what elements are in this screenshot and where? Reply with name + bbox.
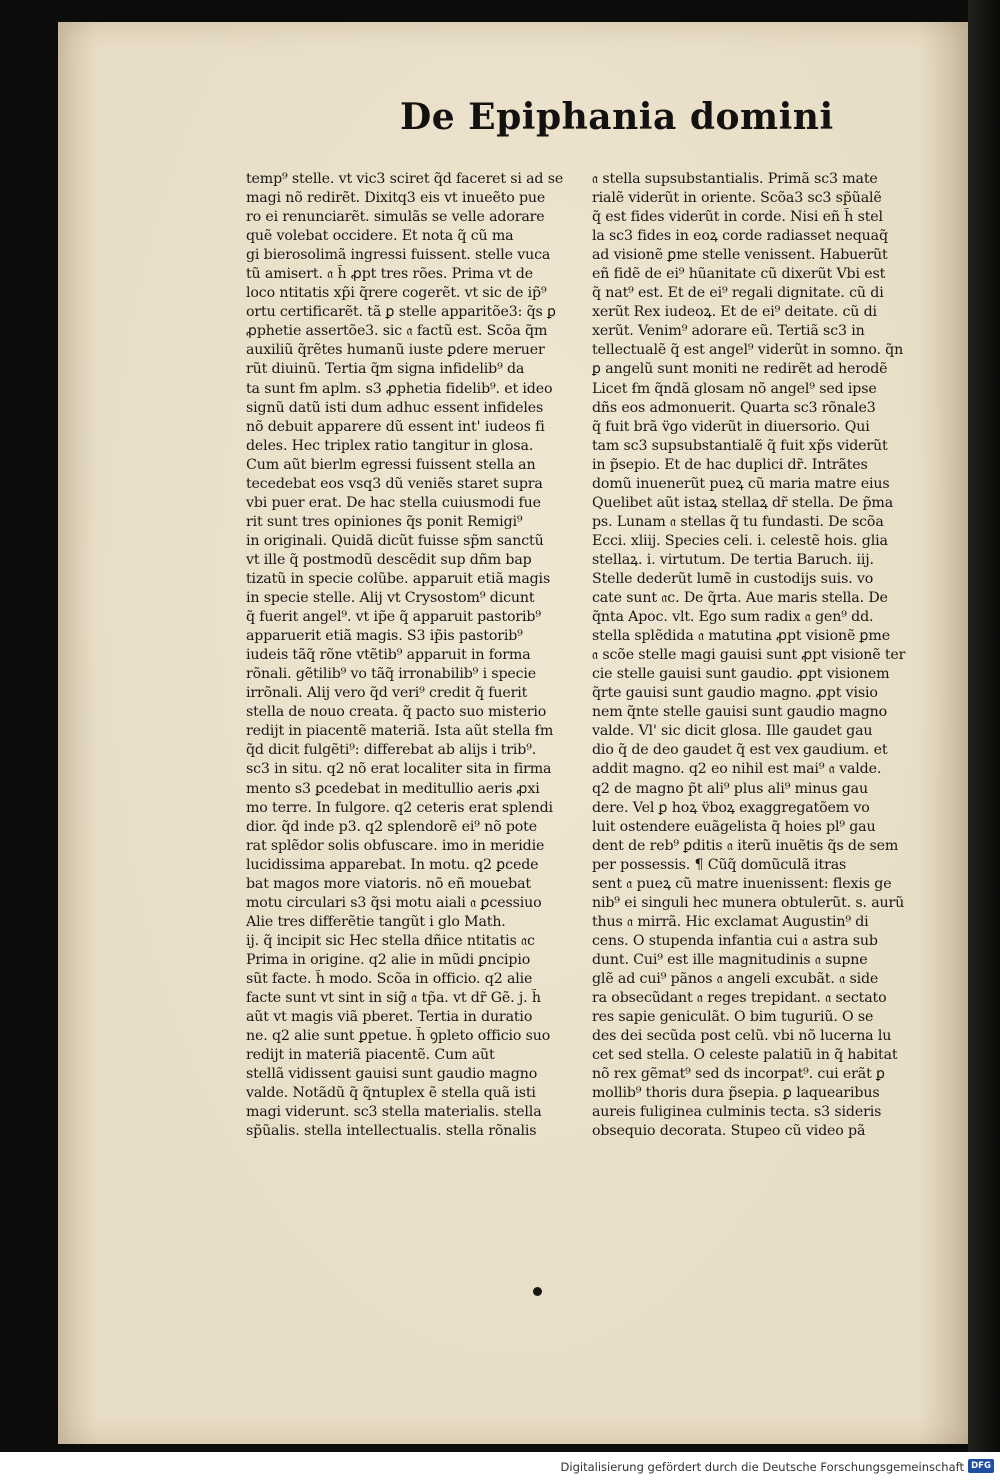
text-line: redijt in materiã piacentẽ. Cum aũt: [246, 1047, 495, 1064]
text-line: per possessis. ¶ Cũq̃ domũculã itras: [592, 856, 847, 873]
text-line: magi viderunt. sc3 stella materialis. stella: [246, 1104, 542, 1121]
text-line: q̃nta Apoc. vlt. Ego sum radix 𝔞 gen⁹ dd.: [592, 609, 874, 626]
text-line: des dei secũda post celũ. vbi nõ lucerna lu: [592, 1028, 892, 1045]
text-line: rit sunt tres opiniones q̃s ponit Remigi⁹: [246, 513, 523, 530]
text-line: loco ntitatis xp̃i q̃rere cogerẽt. vt sic de ip̃⁹: [246, 285, 547, 302]
text-line: mollib⁹ thoris dura p̃sepia. ꝑ laquearibus: [592, 1085, 880, 1102]
text-line: stella splẽdida 𝔞 matutina ꝓpt visionẽ ꝑme: [592, 628, 890, 645]
printer-dot: [533, 1287, 542, 1296]
text-line: facte sunt vt sint in sig̃ 𝔞 tp̃a. vt dr̃ Gẽ. j. h̃: [246, 990, 541, 1007]
text-line: res sapie geniculãt. O bim tuguriũ. O se: [592, 1009, 874, 1026]
text-line: in originali. Quidã dicũt fuisse sp̃m sanctũ: [246, 532, 544, 549]
text-line: lucidissima apparebat. In motu. q2 ꝑcede: [246, 856, 539, 873]
text-line: deles. Hec triplex ratio tangitur in glosa.: [246, 437, 534, 454]
text-line: bat magos more viatoris. nõ eñ mouebat: [246, 875, 531, 892]
text-column-left: [246, 170, 576, 1141]
text-line: tizatũ in specie colũbe. apparuit etiã magis: [246, 570, 551, 587]
text-line: motu circulari s3 q̃si motu aiali 𝔞 ꝑcessiuo: [246, 894, 542, 911]
text-line: ro ei renunciarẽt. simulãs se velle adorare: [246, 209, 545, 226]
text-line: dere. Vel ꝑ hoꝝ v̈boꝝ exaggregatõem vo: [592, 799, 870, 816]
text-line: Ecci. xliij. Species celi. i. celestẽ hois. glia: [592, 532, 888, 549]
text-line: Licet ẜm q̃ndã glosam nõ angel⁹ sed ipse: [592, 380, 877, 397]
text-line: tecedebat eos vsq3 dũ veniẽs staret supra: [246, 475, 543, 492]
text-line: auxiliũ q̃rẽtes humanũ iuste ꝑdere meruer: [246, 342, 545, 359]
text-line: q̃d dicit fulgẽti⁹: differebat ab alijs i trib⁹.: [246, 742, 537, 759]
text-line: irrõnali. Alij vero q̃d veri⁹ credit q̃ fuerit: [246, 685, 528, 702]
text-line: temp⁹ stelle. vt vic3 sciret q̃d faceret si ad se: [246, 171, 564, 187]
text-line: nõ rex gẽmat⁹ sed ds incorpat⁹. cui erãt ꝑ: [592, 1066, 885, 1083]
text-line: sent 𝔞 pueꝝ cũ matre inuenissent: flexis ge: [592, 875, 892, 892]
text-line: la sc3 fides in eoꝝ corde radiasset nequaq̃: [592, 228, 888, 245]
text-line: 𝔞 stella supsubstantialis. Primã sc3 mate: [592, 171, 878, 187]
text-line: ortu certificarẽt. tã ꝑ stelle apparitõe3: q̃s ꝑ: [246, 304, 556, 321]
text-line: Cum aũt bierlm egressi fuissent stella an: [246, 456, 536, 473]
text-line: q2 de magno p̃t ali⁹ plus ali⁹ minus gau: [592, 780, 868, 797]
text-line: ꝓphetie assertõe3. sic 𝔞 factũ est. Scõa q̃m: [246, 323, 548, 340]
text-line: xerũt. Venim⁹ adorare eũ. Tertiã sc3 in: [592, 323, 865, 340]
text-line: Alie tres differẽtie tangũt i glo Math.: [246, 913, 506, 930]
text-line: cate sunt 𝔞c. De q̃rta. Aue maris stella. De: [592, 590, 888, 607]
text-line: q̃rte gauisi sunt gaudio magno. ꝓpt visio: [592, 685, 878, 702]
text-line: redijt in piacentẽ materiã. Ista aũt stella ẜm: [246, 723, 554, 740]
text-line: sp̃ũalis. stella intellectualis. stella rõnalis: [246, 1123, 537, 1140]
text-line: aũt vt magis viã pberet. Tertia in duratio: [246, 1009, 533, 1026]
text-line: stellã vidissent gauisi sunt gaudio magno: [246, 1066, 538, 1083]
text-line: in specie stelle. Alij vt Crysostom⁹ dicunt: [246, 590, 535, 607]
text-line: valde. Vl' sic dicit glosa. Ille gaudet gau: [592, 723, 873, 740]
text-line: obsequio decorata. Stupeo cũ video pã: [592, 1123, 866, 1140]
text-line: xerũt Rex iudeoꝝ. Et de ei⁹ deitate. cũ di: [592, 304, 877, 321]
text-line: q̃ est fides viderũt in corde. Nisi eñ h̃ stel: [592, 209, 883, 226]
text-line: ne. q2 alie sunt ꝑpetue. h̃ ꝯpleto officio suo: [246, 1028, 551, 1045]
text-line: domũ inuenerũt pueꝝ cũ maria matre eius: [592, 475, 890, 492]
text-column-right: [592, 170, 922, 1141]
text-line: rõnali. gẽtilib⁹ vo tãq̃ irronabilib⁹ i specie: [246, 666, 537, 683]
text-line: ps. Lunam 𝔞 stellas q̃ tu fundasti. De scõa: [592, 513, 884, 530]
text-line: nõ debuit apparere dũ essent int' iudeos fi: [246, 418, 545, 435]
text-line: 𝔞 scõe stelle magi gauisi sunt ꝓpt visionẽ ter: [592, 647, 906, 664]
text-line: ꝑ angelũ sunt moniti ne redirẽt ad herodẽ: [592, 361, 888, 378]
scanner-gutter: [968, 0, 1000, 1452]
text-line: dunt. Cui⁹ est ille magnitudinis 𝔞 supne: [592, 951, 868, 968]
text-line: Stelle dederũt lumẽ in custodijs suis. vo: [592, 570, 874, 587]
text-line: cens. O stupenda infantia cui 𝔞 astra sub: [592, 932, 878, 949]
text-line: nem q̃nte stelle gauisi sunt gaudio magno: [592, 704, 888, 721]
text-line: dio q̃ de deo gaudet q̃ est vex gaudium. et: [592, 742, 888, 759]
text-line: Prima in origine. q2 alie in mũdi ꝑncipio: [246, 951, 531, 968]
text-line: vt ille q̃ postmodũ descẽdit sup dñm bap: [246, 551, 532, 568]
text-line: tam sc3 supsubstantialẽ q̃ fuit xp̃s viderũt: [592, 437, 888, 454]
text-line: q̃ nat⁹ est. Et de ei⁹ regali dignitate. cũ di: [592, 285, 884, 302]
text-line: mo terre. In fulgore. q2 ceteris erat splendi: [246, 799, 553, 816]
footer-bar: [0, 1452, 1000, 1481]
text-line: stellaꝝ. i. virtutum. De tertia Baruch. iij.: [592, 551, 874, 568]
text-line: ad visionẽ ꝑme stelle venissent. Habuerũt: [592, 247, 888, 264]
text-line: rialẽ viderũt in oriente. Scõa3 sc3 sp̃ũalẽ: [592, 190, 882, 207]
text-line: dñs eos admonuerit. Quarta sc3 rõnale3: [592, 399, 876, 416]
text-line: valde. Notãdũ q̃ q̃ntuplex ẽ stella quã isti: [246, 1085, 536, 1102]
text-line: rat splẽdor solis obfuscare. imo in meridie: [246, 837, 545, 854]
text-line: ij. q̃ incipit sic Hec stella dñice ntitatis 𝔞c: [246, 932, 535, 949]
text-line: iudeis tãq̃ rõne vtẽtib⁹ apparuit in forma: [246, 647, 531, 664]
text-line: eñ fidẽ de ei⁹ hũanitate cũ dixerũt Vbi est: [592, 266, 886, 283]
text-line: apparuerit etiã magis. S3 ip̃is pastorib⁹: [246, 628, 523, 645]
text-line: dior. q̃d inde p3. q2 splendorẽ ei⁹ nõ pote: [246, 818, 537, 835]
text-line: tellectualẽ q̃ est angel⁹ viderũt in somno. q̃n: [592, 342, 904, 359]
text-line: vbi puer erat. De hac stella cuiusmodi fue: [246, 494, 541, 511]
text-line: ta sunt ẜm aplm. s3 ꝓphetia fidelib⁹. et ideo: [246, 380, 553, 397]
text-line: sũt facte. h̃ modo. Scõa in officio. q2 alie: [246, 970, 533, 987]
text-line: thus 𝔞 mirrã. Hic exclamat Augustin⁹ di: [592, 913, 869, 930]
text-line: dent de reb⁹ ꝑditis 𝔞 iterũ inuẽtis q̃s de sem: [592, 837, 899, 854]
dfg-logo: DFG: [968, 1459, 994, 1473]
text-line: stella de nouo creata. q̃ pacto suo misterio: [246, 704, 547, 721]
text-line: magi nõ redirẽt. Dixitq3 eis vt inueẽto pue: [246, 190, 546, 207]
text-line: nib⁹ ei singuli hec munera obtulerũt. s. aurũ: [592, 894, 905, 911]
text-line: tũ amisert. 𝔞 h̃ ꝓpt tres rões. Prima vt de: [246, 266, 533, 283]
text-line: addit magno. q2 eo nihil est mai⁹ 𝔞 valde.: [592, 761, 882, 778]
funding-credit: Digitalisierung gefördert durch die Deutsche Forschungsgemeinschaft: [560, 1460, 964, 1474]
text-line: sc3 in situ. q2 nõ erat localiter sita in firma: [246, 761, 552, 778]
text-line: gi bierosolimã ingressi fuissent. stelle vuca: [246, 247, 551, 264]
text-line: signũ datũ isti dum adhuc essent infideles: [246, 399, 544, 416]
text-line: quẽ volebat occidere. Et nota q̃ cũ ma: [246, 228, 514, 245]
text-line: ra obsecũdant 𝔞 reges trepidant. 𝔞 sectato: [592, 990, 887, 1007]
text-line: aureis fuliginea culminis tecta. s3 sideris: [592, 1104, 882, 1121]
text-line: q̃ fuerit angel⁹. vt ip̃e q̃ apparuit pastorib⁹: [246, 609, 541, 626]
running-title: De Epiphania domini: [400, 96, 834, 138]
text-line: cie stelle gauisi sunt gaudio. ꝓpt visionem: [592, 666, 890, 683]
text-line: Quelibet aũt istaꝝ stellaꝝ dr̃ stella. De p̃ma: [592, 494, 894, 511]
text-line: cet sed stella. O celeste palatiũ in q̃ habitat: [592, 1047, 898, 1064]
text-line: luit ostendere euãgelista q̃ hoies pl⁹ gau: [592, 818, 876, 835]
text-line: rũt diuinũ. Tertia q̃m signa infidelib⁹ da: [246, 361, 525, 378]
text-line: in p̃sepio. Et de hac duplici dr̃. Intrãtes: [592, 456, 868, 473]
text-line: glẽ ad cui⁹ pãnos 𝔞 angeli excubãt. 𝔞 side: [592, 970, 879, 987]
text-line: mento s3 ꝑcedebat in meditullio aeris ꝓxi: [246, 780, 540, 797]
text-line: q̃ fuit brã v̈go viderũt in diuersorio. Qui: [592, 418, 870, 435]
